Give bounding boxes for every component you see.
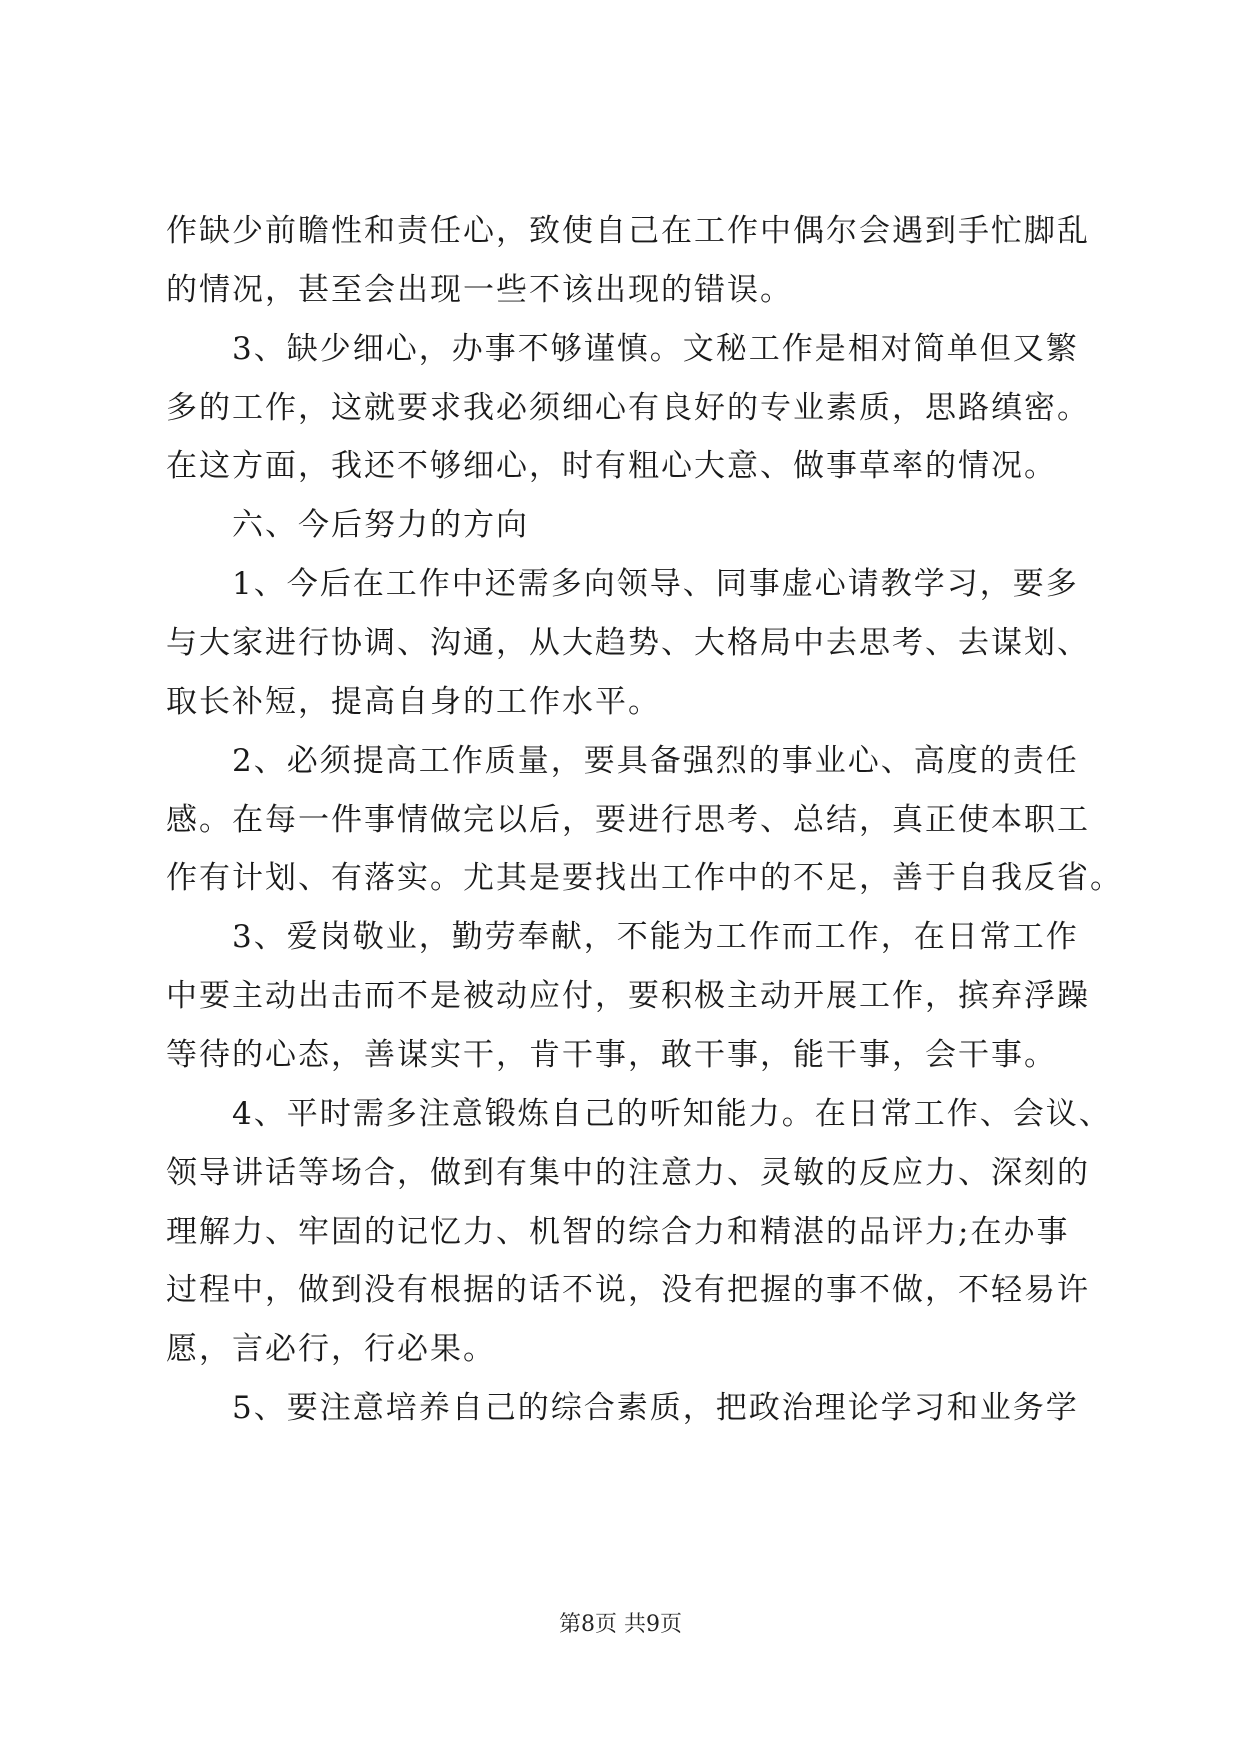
body-line: 与大家进行协调、沟通，从大趋势、大格局中去思考、去谋划、 xyxy=(166,625,1090,661)
body-line: 领导讲话等场合，做到有集中的注意力、灵敏的反应力、深刻的 xyxy=(166,1155,1090,1191)
section-heading: 六、今后努力的方向 xyxy=(166,507,529,543)
body-line: 感。在每一件事情做完以后，要进行思考、总结，真正使本职工 xyxy=(166,802,1090,838)
body-line: 的情况，甚至会出现一些不该出现的错误。 xyxy=(166,272,793,308)
body-line: 愿，言必行，行必果。 xyxy=(166,1331,496,1367)
body-line: 中要主动出击而不是被动应付，要积极主动开展工作，摈弃浮躁 xyxy=(166,978,1090,1014)
body-line: 4、平时需多注意锻炼自己的听知能力。在日常工作、会议、 xyxy=(166,1096,1112,1132)
body-line: 作有计划、有落实。尤其是要找出工作中的不足，善于自我反省。 xyxy=(166,860,1123,896)
body-line: 理解力、牢固的记忆力、机智的综合力和精湛的品评力;在办事 xyxy=(166,1214,1070,1250)
body-line: 作缺少前瞻性和责任心，致使自己在工作中偶尔会遇到手忙脚乱 xyxy=(166,213,1090,249)
body-line: 在这方面，我还不够细心，时有粗心大意、做事草率的情况。 xyxy=(166,448,1057,484)
body-line: 3、爱岗敬业，勤劳奉献，不能为工作而工作，在日常工作 xyxy=(166,919,1079,955)
body-line: 5、要注意培养自己的综合素质，把政治理论学习和业务学 xyxy=(166,1390,1079,1426)
body-line: 2、必须提高工作质量，要具备强烈的事业心、高度的责任 xyxy=(166,743,1079,779)
page-footer: 第8页 共9页 xyxy=(559,1612,682,1637)
body-line: 取长补短，提高自身的工作水平。 xyxy=(166,684,661,720)
body-line: 等待的心态，善谋实干，肯干事，敢干事，能干事，会干事。 xyxy=(166,1037,1057,1073)
body-line: 多的工作，这就要求我必须细心有良好的专业素质，思路缜密。 xyxy=(166,390,1090,426)
body-line: 3、缺少细心，办事不够谨慎。文秘工作是相对简单但又繁 xyxy=(166,331,1079,367)
body-line: 1、今后在工作中还需多向领导、同事虚心请教学习，要多 xyxy=(166,566,1079,602)
body-line: 过程中，做到没有根据的话不说，没有把握的事不做，不轻易许 xyxy=(166,1272,1090,1308)
